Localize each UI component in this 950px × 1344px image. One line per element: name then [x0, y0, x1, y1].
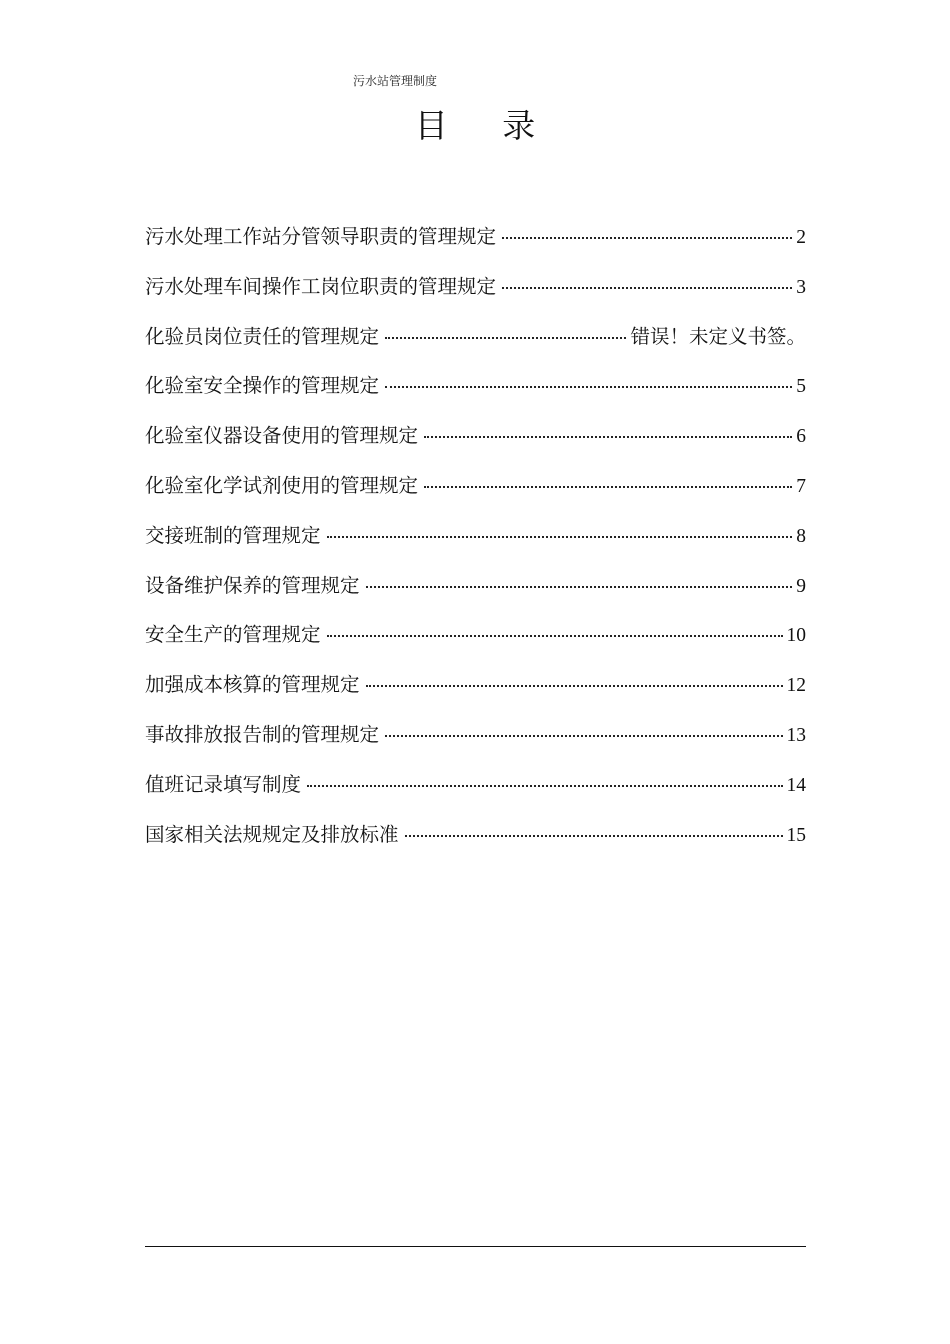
- toc-entry[interactable]: [145, 420, 806, 470]
- dot-leader: [385, 735, 782, 737]
- toc-page-number: 7: [796, 475, 806, 497]
- toc-page-number: 12: [786, 675, 806, 697]
- toc-entry-title: 值班记录填写制度: [145, 772, 302, 796]
- toc-entry[interactable]: [145, 321, 806, 371]
- toc-entry[interactable]: [145, 370, 806, 420]
- toc-page-number: 8: [796, 525, 806, 547]
- toc-entry[interactable]: [145, 619, 806, 669]
- toc-entry-title: 污水处理车间操作工岗位职责的管理规定: [145, 274, 497, 298]
- toc-entry-title: 污水处理工作站分管领导职责的管理规定: [145, 225, 497, 248]
- dot-leader: [424, 436, 792, 438]
- toc-page-number: 3: [796, 276, 806, 298]
- dot-leader: [366, 586, 793, 588]
- toc-page-number: 15: [786, 824, 806, 846]
- toc-entry[interactable]: [145, 520, 806, 570]
- toc-entry[interactable]: [145, 669, 806, 719]
- toc-entry-title: 化验室安全操作的管理规定: [145, 374, 380, 398]
- dot-leader: [502, 237, 792, 239]
- toc-entry-title: 化验室仪器设备使用的管理规定: [145, 424, 419, 448]
- toc-entry-title: 加强成本核算的管理规定: [145, 673, 360, 697]
- toc-page-number: 14: [786, 774, 806, 796]
- toc-entry-title: 事故排放报告制的管理规定: [145, 722, 380, 746]
- toc-entry[interactable]: [145, 719, 806, 769]
- toc-page-number: 错误！未定义书签。: [630, 326, 806, 348]
- toc-entry[interactable]: [145, 769, 806, 819]
- table-of-contents: [145, 221, 806, 868]
- toc-page-number: 6: [796, 426, 806, 448]
- dot-leader: [307, 785, 782, 787]
- toc-page-number: 2: [796, 227, 806, 248]
- toc-entry-title: 安全生产的管理规定: [145, 623, 321, 647]
- toc-page-number: 9: [796, 575, 806, 597]
- toc-page-number: 13: [786, 724, 806, 746]
- toc-entry-title: 设备维护保养的管理规定: [145, 573, 360, 597]
- running-header: 污水站管理制度: [353, 74, 438, 88]
- toc-page-number: 5: [796, 376, 806, 398]
- toc-entry[interactable]: [145, 221, 806, 271]
- toc-entry-title: 国家相关法规规定及排放标准: [145, 822, 399, 846]
- toc-entry-title: 化验室化学试剂使用的管理规定: [145, 473, 419, 497]
- toc-entry-title: 化验员岗位责任的管理规定: [145, 324, 380, 348]
- toc-page-number: 10: [786, 625, 806, 647]
- toc-entry[interactable]: [145, 570, 806, 620]
- dot-leader: [366, 685, 783, 687]
- footer-rule: [145, 1246, 806, 1247]
- dot-leader: [424, 486, 792, 488]
- toc-entry[interactable]: [145, 470, 806, 520]
- toc-entry[interactable]: [145, 819, 806, 869]
- toc-entry-title: 交接班制的管理规定: [145, 523, 321, 547]
- dot-leader: [327, 536, 793, 538]
- dot-leader: [502, 287, 792, 289]
- dot-leader: [385, 337, 626, 339]
- dot-leader: [327, 635, 783, 637]
- dot-leader: [405, 835, 783, 837]
- toc-entry[interactable]: [145, 271, 806, 321]
- toc-title: 目 录: [414, 106, 558, 145]
- dot-leader: [385, 386, 792, 388]
